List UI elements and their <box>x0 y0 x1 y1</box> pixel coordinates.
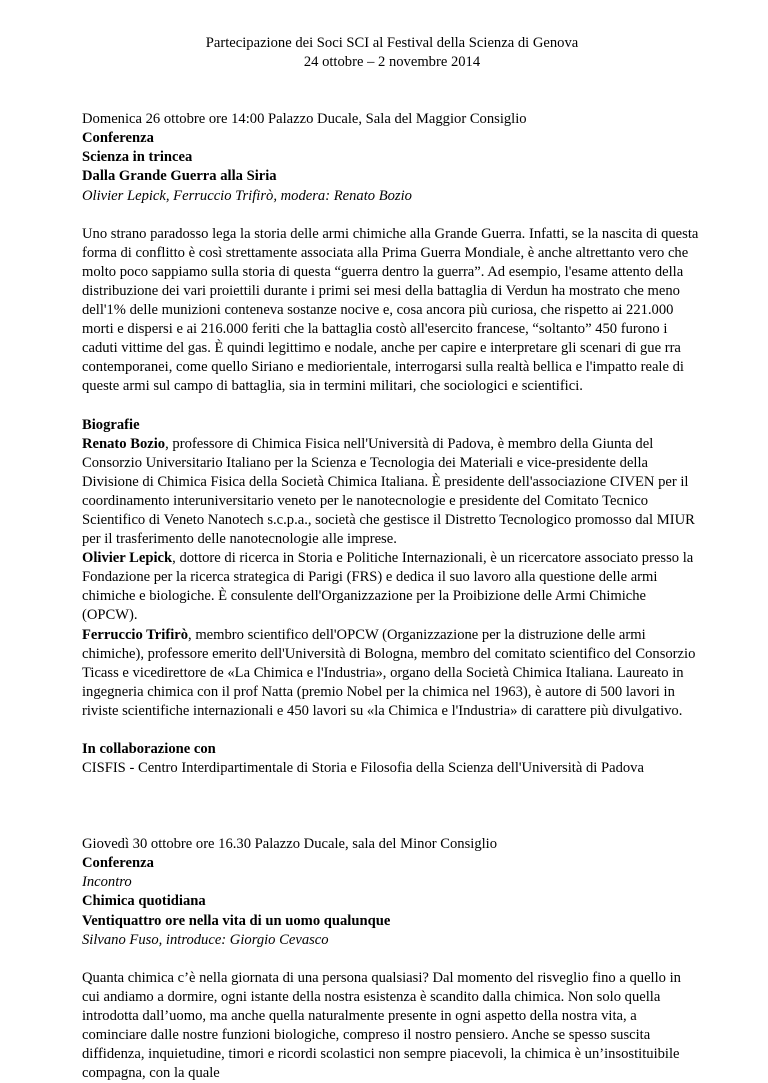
document-dates: 24 ottobre – 2 novembre 2014 <box>303 54 481 71</box>
event-2-kind: Incontro <box>82 874 132 891</box>
event-2-speakers: Silvano Fuso, introduce: Giorgio Cevasco <box>82 931 329 948</box>
bio-3-name: Ferruccio Trifirò <box>82 626 189 643</box>
event-1-title: Scienza in trincea <box>82 149 193 166</box>
event-1-collab-heading: In collaborazione con <box>82 741 216 757</box>
event-1-collab-text: CISFIS - Centro Interdipartimentale di Storia e Filosofia della Scienza dell'Università di Padova <box>82 760 644 777</box>
event-2-title: Chimica quotidiana <box>82 893 206 910</box>
event-1-when: Domenica 26 ottobre ore 14:00 Palazzo Ducale, Sala del Maggior Consiglio <box>82 111 527 128</box>
bio-2-name: Olivier Lepick <box>82 550 173 567</box>
event-2 <box>82 835 702 1083</box>
event-2-subtitle: Ventiquattro ore nella vita di un uomo qualunque <box>82 912 391 929</box>
bio-1-text: , professore di Chimica Fisica nell'Università di Padova, è membro della Giunta del Consorzio Universitario Italiano per la Scienza e Tecnologia dei Materiali e vice-presidente della Divisione di Chimica Fisica della Società Chimica Italiana. È presidente dell'associazione CIVEN per il coordinamento interuniversitario veneto per le nanotecnologie e presidente del Comitato Tecnico Scientifico di Veneto Nanotech s.c.p.a., società che gestisce il Distretto Tecnologico promosso dal MIUR per il trasferimento delle nanotecnologie alle imprese. <box>82 435 695 548</box>
document-page <box>82 34 702 1083</box>
bio-olivier-lepick <box>82 549 702 625</box>
event-1-abstract: Uno strano paradosso lega la storia delle armi chimiche alla Grande Guerra. Infatti, se la nascita di questa forma di conflitto è così strettamente associata alla Prima Guerra Mondiale, è anche altrettanto vero che molto poco sappiamo sulla storia di questa “guerra dentro la guerra”. Ad esempio, l'esame attento della distribuzione dei vari proiettili durante i primi sei mesi della battaglia di Verdun ha mostrato che meno dell'1% delle munizioni conteneva sostanze nocive e, cosa ancora più curiosa, che rispetto ai 221.000 morti e dispersi e ai 216.000 feriti che la battaglia costò all'esercito francese, “soltanto” 450 furono i caduti vittime del gas. È quindi legittimo e nodale, anche per capire e interpretare gli scenari di gue rra contemporanei, come quello Siriano e mediorientale, interrogarsi sulla realtà bellica e l'impatto reale di queste armi sul campo di battaglia, sia in termini militari, che sociologici e scientifici. <box>82 225 699 395</box>
bio-3-text: , membro scientifico dell'OPCW (Organizzazione per la distruzione delle armi chimiche), professore emerito dell'Università di Bologna, membro del comitato scientifico del Consorzio Ticass e vicedirettore de «La Chimica e l'Industria», organo della Società Chimica Italiana. Laureato in ingegneria chimica con il prof Natta (premio Nobel per la chimica nel 1963), è autore di 500 lavori in riviste scientifiche internazionali e 450 lavori su «la Chimica e l'Industria» di carattere più divulgativo. <box>82 626 696 719</box>
bio-ferruccio-trifiro <box>82 626 702 721</box>
event-1-type: Conferenza <box>82 130 154 147</box>
event-2-abstract: Quanta chimica c’è nella giornata di una persona qualsiasi? Dal momento del risveglio fino a quello in cui andiamo a dormire, ogni istante della nostra esistenza è scandito dalla chimica. Non solo quella introdotta dall’uomo, ma anche quella naturalmente presente in ogni aspetto della nostra vita, a cominciare dalle nostre funzioni biologiche, compreso il nostro pensiero. Anche se spesso suscita diffidenza, inquietudine, timori e ricordi scolastici non sempre piacevoli, la chimica è un’insostituibile compagna, con la quale <box>82 969 681 1082</box>
bio-1-name: Renato Bozio <box>82 435 166 452</box>
event-1 <box>82 110 702 778</box>
bio-renato-bozio <box>82 435 702 550</box>
document-title: Partecipazione dei Soci SCI al Festival della Scienza di Genova <box>205 35 579 51</box>
event-2-type: Conferenza <box>82 855 154 872</box>
event-1-speakers: Olivier Lepick, Ferruccio Trifirò, modera: Renato Bozio <box>82 187 412 204</box>
event-1-subtitle: Dalla Grande Guerra alla Siria <box>82 168 277 185</box>
bio-2-text: , dottore di ricerca in Storia e Politiche Internazionali, è un ricercatore associato presso la Fondazione per la ricerca strategica di Parigi (FRS) e dedica il suo lavoro alla questione delle armi chimiche e biologiche. È consulente dell'Organizzazione per la Proibizione delle Armi Chimiche (OPCW). <box>82 550 694 624</box>
event-2-when: Giovedì 30 ottobre ore 16.30 Palazzo Ducale, sala del Minor Consiglio <box>82 836 498 853</box>
event-1-bio-heading: Biografie <box>82 416 140 433</box>
